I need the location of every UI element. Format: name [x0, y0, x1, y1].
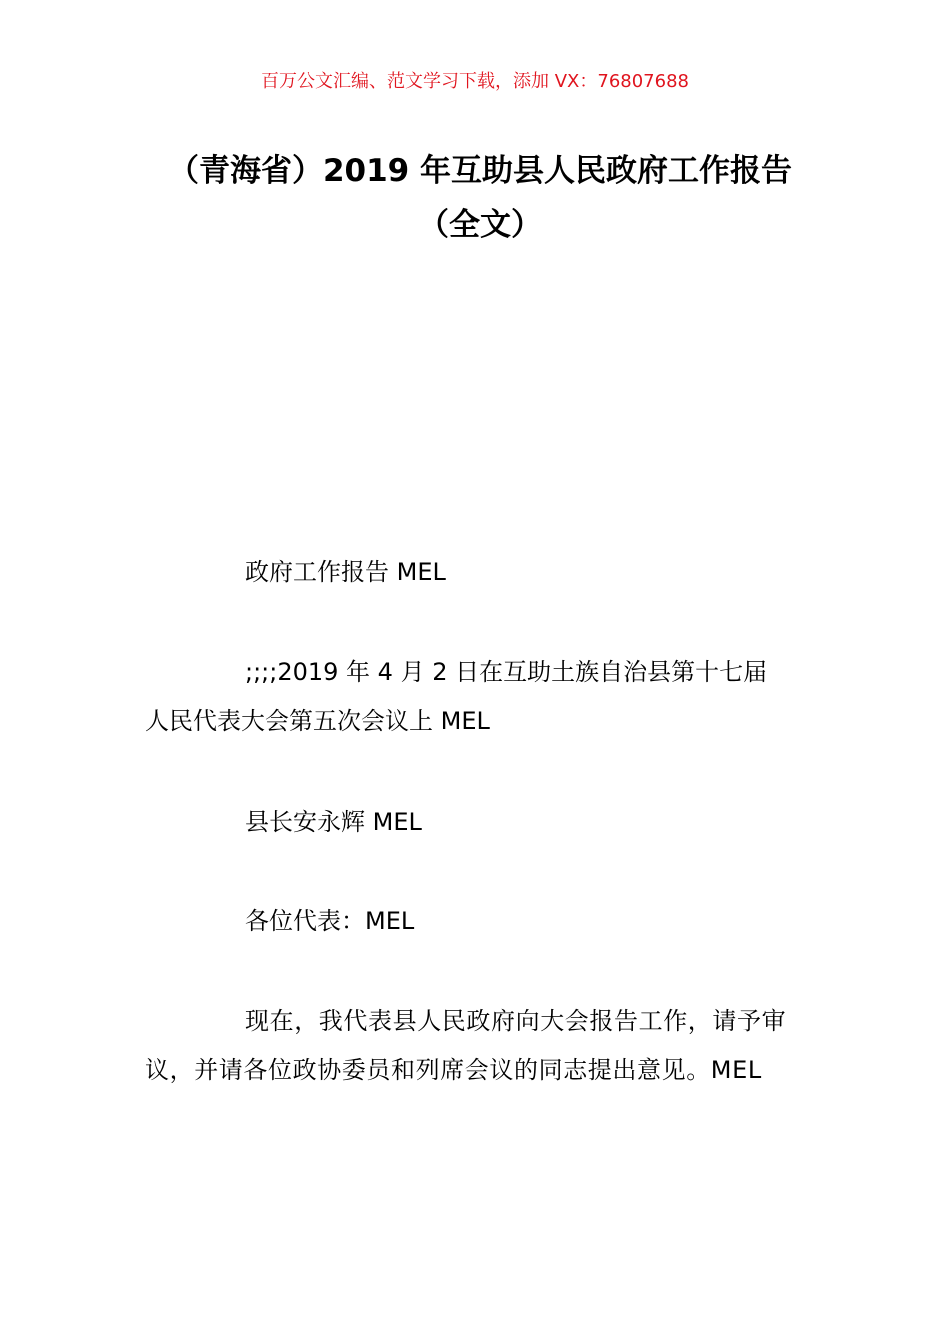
paragraph-opening: 现在，我代表县人民政府向大会报告工作，请予审议，并请各位政协委员和列席会议的同志提出意见。MEL	[145, 1007, 787, 1084]
paragraph-meeting-info	[145, 648, 810, 746]
document-title: （青海省）2019 年互助县人民政府工作报告（全文）	[167, 153, 793, 243]
header-watermark-note: 百万公文汇编、范文学习下载，添加 VX：76807688	[261, 71, 689, 92]
paragraph-salutation: 各位代表：MEL	[245, 907, 415, 935]
meeting-info-line-2: 人民代表大会第五次会议上 MEL	[145, 707, 490, 735]
meeting-info-line-1: ;;;;2019 年 4 月 2 日在互助土族自治县第十七届	[245, 658, 768, 686]
paragraph-report-heading: 政府工作报告 MEL	[245, 558, 446, 586]
paragraph-speaker: 县长安永辉 MEL	[245, 808, 422, 836]
